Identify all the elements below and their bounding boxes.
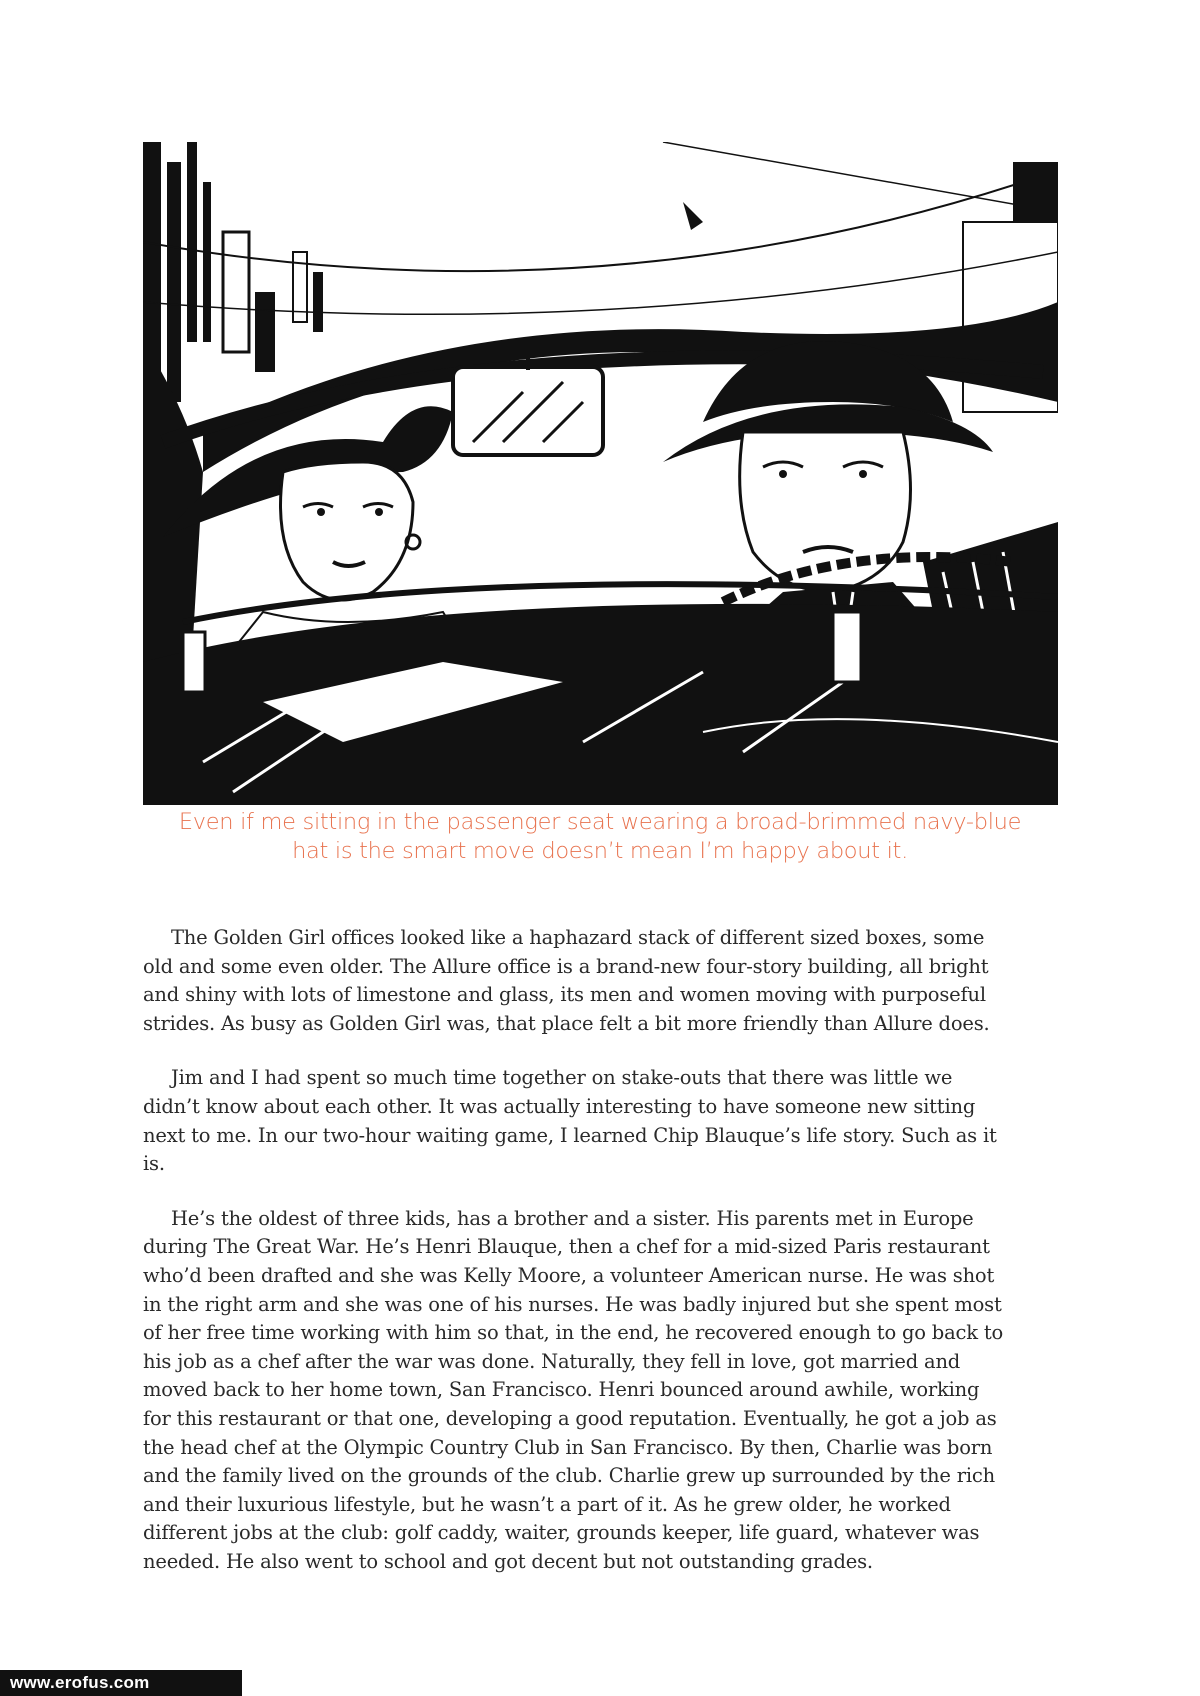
text-line: next to me. In our two-hour waiting game, I learned Chip Blauque’s life story. Such as it — [143, 1123, 997, 1147]
text-line: is. — [143, 1152, 165, 1176]
text-line: moved back to her home town, San Francisco. Henri bounced around awhile, working — [143, 1378, 980, 1402]
illustration-caption — [130, 808, 1070, 866]
text-line: of her free time working with him so that, in the end, he recovered enough to go back to — [143, 1321, 1004, 1345]
text-line: and the family lived on the grounds of the club. Charlie grew up surrounded by the rich — [143, 1464, 995, 1488]
text-line: He’s the oldest of three kids, has a brother and a sister. His parents met in Europe — [171, 1206, 974, 1230]
text-line: the head chef at the Olympic Country Club in San Francisco. By then, Charlie was born — [143, 1435, 993, 1459]
paragraph-1 — [143, 924, 1063, 1038]
text-line: didn’t know about each other. It was actually interesting to have someone new sitting — [143, 1094, 976, 1118]
text-line: and their luxurious lifestyle, but he wasn’t a part of it. As he grew older, he worked — [143, 1492, 951, 1516]
text-line: Jim and I had spent so much time together on stake-outs that there was little we — [171, 1066, 953, 1090]
caption-line-2: hat is the smart move doesn’t mean I’m happy about it. — [292, 838, 908, 864]
text-line: during The Great War. He’s Henri Blauque, then a chef for a mid-sized Paris restaurant — [143, 1235, 990, 1259]
paragraph-3 — [143, 1205, 1063, 1577]
text-line: his job as a chef after the war was done. Naturally, they fell in love, got married and — [143, 1349, 961, 1373]
paragraph-2 — [143, 1064, 1063, 1178]
text-line: strides. As busy as Golden Girl was, that place felt a bit more friendly than Allure does. — [143, 1011, 990, 1035]
text-line: and shiny with lots of limestone and glass, its men and women moving with purposeful — [143, 983, 986, 1007]
site-watermark: www.erofus.com — [0, 1670, 242, 1696]
text-line: old and some even older. The Allure office is a brand-new four-story building, all bright — [143, 954, 989, 978]
story-text — [143, 924, 1063, 1602]
comic-illustration — [143, 142, 1058, 805]
text-line: who’d been drafted and she was Kelly Moore, a volunteer American nurse. He was shot — [143, 1263, 995, 1287]
text-line: needed. He also went to school and got decent but not outstanding grades. — [143, 1549, 873, 1573]
car-scene-drawing — [143, 142, 1058, 805]
text-line: in the right arm and she was one of his nurses. He was badly injured but she spent most — [143, 1292, 1002, 1316]
caption-line-1: Even if me sitting in the passenger seat wearing a broad-brimmed navy-blue — [178, 809, 1022, 835]
text-line: different jobs at the club: golf caddy, waiter, grounds keeper, life guard, whatever was — [143, 1521, 980, 1545]
text-line: for this restaurant or that one, developing a good reputation. Eventually, he got a job as — [143, 1406, 997, 1430]
text-line: The Golden Girl offices looked like a haphazard stack of different sized boxes, some — [171, 926, 985, 949]
